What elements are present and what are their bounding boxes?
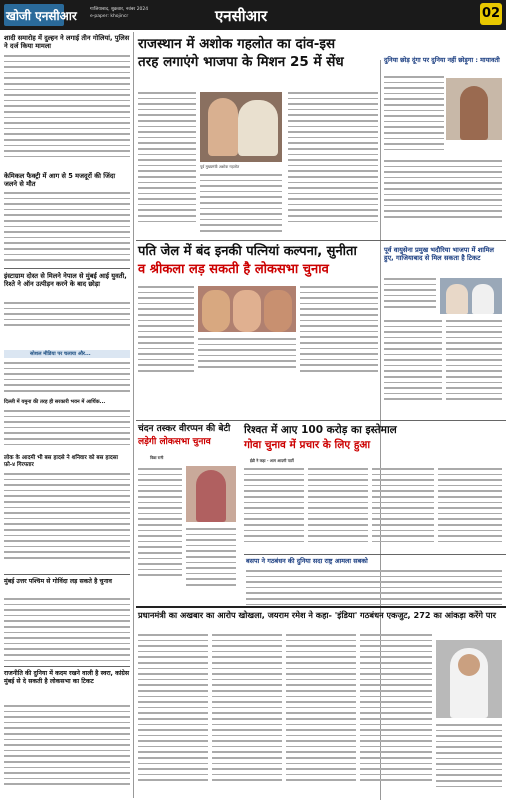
story-body: [4, 302, 130, 330]
story-body: [384, 160, 502, 222]
divider: [136, 606, 506, 608]
story-headline-line2: व श्रीकला लड़ सकती है लोकसभा चुनाव: [138, 262, 329, 277]
divider: [4, 666, 130, 667]
story-body: [4, 192, 130, 265]
story-body: [384, 278, 436, 312]
story-headline: लोक के आदमी भी बस हादसे ने शनिवार को बस हादसा फ़ो-४ गिरफ्तार: [4, 455, 118, 468]
story-body: [4, 705, 130, 789]
edition-date: गाजियाबाद, शुक्रवार, नवंबर 2024: [90, 7, 149, 12]
story-body: [138, 92, 196, 226]
wives-photo: [198, 286, 296, 332]
story-body: [308, 468, 368, 546]
story-body: [4, 410, 130, 449]
story-headline: दिल्ली में यमुना की तरह ही सरकारी भवन में आर्थिक...: [4, 399, 106, 405]
story-body: [4, 598, 130, 665]
story-body: [246, 570, 502, 609]
story-body: [372, 468, 434, 546]
story-body: [244, 468, 304, 546]
story-headline-line2: लड़ेगी लोकसभा चुनाव: [138, 437, 211, 447]
story-body: [384, 76, 444, 154]
mayawati-photo: [446, 78, 502, 140]
story-body: [286, 634, 356, 785]
story-body: [436, 724, 502, 791]
story-body: [4, 473, 130, 563]
masthead: [0, 0, 506, 30]
story-headline-line1: चंदन तस्कर वीरप्पन की बेटी: [138, 424, 231, 434]
person-figure: [472, 284, 494, 314]
story-headline: शादी समारोह में दुल्हन ने लगाई तीन गोलियां, पुलिस ने दर्ज किया मामला: [4, 34, 130, 50]
column-divider: [133, 32, 134, 798]
story-body: [212, 634, 282, 785]
story-kicker: विद्या रानी: [150, 455, 164, 460]
person-face: [458, 654, 480, 676]
story-body: [300, 286, 378, 376]
story-headline: पूर्व वायुसेना प्रमुख भदौरिया भाजपा में शामिल हुए, गाजियाबाद से मिल सकता है टिकट: [384, 246, 495, 262]
story-body: [198, 338, 296, 372]
story-headline: बसपा ने गठबंधन की दुनिया सदा राष्ट्र आमला सबको: [246, 557, 368, 565]
lead-headline-line2: तरह लगाएंगे भाजपा के मिशन 25 में सेंध: [138, 54, 344, 70]
lead-photo: [200, 92, 282, 162]
person-figure: [196, 470, 226, 522]
person-figure: [264, 290, 292, 332]
photo-caption: पूर्व मुख्यमंत्री अशोक गहलोत: [200, 164, 240, 169]
person-figure: [202, 290, 230, 332]
person-figure: [238, 100, 278, 156]
story-body: [446, 320, 502, 404]
divider: [136, 240, 506, 241]
lead-headline-line1: राजस्थान में अशोक गहलोत का दांव-इस: [138, 36, 336, 52]
divider: [136, 420, 506, 421]
story-headline: इंस्टाग्राम दोस्त से मिलने नेपाल से मुंबई आई युवती, रिश्ते ने ऑन उत्पीड़न करने के बाद छोड़ा: [4, 272, 127, 288]
person-figure: [460, 86, 488, 140]
jairam-ramesh-photo: [436, 640, 502, 718]
brand-name: खोजी एनसीआर: [6, 9, 77, 23]
story-headline: मुंबई उत्तर पश्चिम से गोविंदा लड़ सकते है चुनाव: [4, 578, 112, 585]
story-body: [138, 468, 182, 580]
story-headline-line1: पति जेल में बंद इनकी पत्नियां कल्पना, सुनीता: [138, 244, 357, 259]
story-body: [288, 92, 378, 226]
story-body: [438, 468, 502, 546]
person-figure: [208, 98, 238, 156]
divider: [244, 554, 506, 555]
divider: [4, 574, 130, 575]
story-subhead: सोशल मीडिया पर चलाया और...: [30, 351, 91, 357]
story-body: [186, 528, 236, 590]
story-body: [4, 55, 130, 161]
section-title: एनसीआर: [215, 7, 268, 25]
page-number: 02: [480, 3, 502, 25]
person-figure: [233, 290, 261, 332]
vidya-rani-photo: [186, 466, 236, 522]
story-body: [138, 286, 194, 376]
story-headline: प्रधानमंत्री का अखबार का आरोप खोखला, जयराम रमेश ने कहा- 'इंडिया' गठबंधन एकजुट, 272 का आंकड़ा करेंगे पार: [138, 610, 496, 620]
story-headline: राजनीति की दुनिया में कदम रखने वाली है स्वरा, कांग्रेस मुंबई से दे सकती है लोकसभा का टिकट: [4, 670, 130, 685]
story-body: [4, 362, 130, 396]
story-headline: दुनिया छोड़ दूंगा पर दुनिया नहीं छोड़ूगा : मायावती: [384, 56, 500, 64]
story-headline-line1: रिश्वत में आए 100 करोड़ का इस्तेमाल: [244, 424, 397, 436]
story-body: [200, 174, 282, 236]
edition-info: [90, 6, 148, 20]
story-body: [360, 634, 432, 785]
story-body: [384, 320, 442, 404]
divider: [4, 268, 130, 269]
story-headline: केमिकल फैक्ट्री में आग से 5 मजदूरों की जिंदा जलने से मौत: [4, 172, 116, 188]
story-kicker: ईडी ने कहा - आम आदमी पार्टी: [250, 458, 294, 463]
person-figure: [446, 284, 468, 314]
edition-epaper: e-paper: khojincr: [90, 14, 129, 19]
bhadauria-photo: [440, 278, 502, 314]
story-headline-line2: गोवा चुनाव में प्रचार के लिए हुआ: [244, 439, 371, 451]
story-body: [138, 634, 208, 785]
